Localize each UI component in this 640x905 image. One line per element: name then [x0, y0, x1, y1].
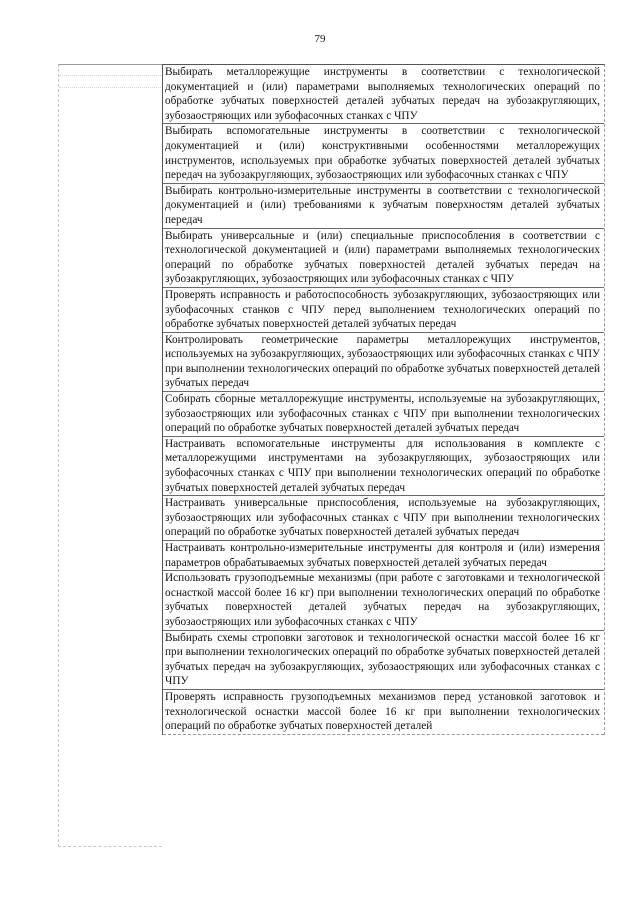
scan-artifact-line — [59, 75, 163, 76]
skills-table — [162, 64, 605, 735]
table-row: Проверять исправность и работоспособность зубозакругляющих, зубозаостряющих или зубофасочных станков с ЧПУ перед выполнением технологических операций по обработке зубчатых поверхностей деталей зубчатых передач — [163, 288, 604, 333]
table-row: Выбирать контрольно-измерительные инструменты в соответствии с технологической документацией и (или) требованиями к зубчатым поверхностям деталей зубчатых передач — [163, 184, 604, 229]
table-row: Собирать сборные металлорежущие инструменты, используемые на зубозакругляющих, зубозаостряющих или зубофасочных станках с ЧПУ при выполнении технологических операций по обработке зубчатых поверхностей деталей зубчатых передач — [163, 392, 604, 437]
table-row: Выбирать схемы строповки заготовок и технологической оснастки массой более 16 кг при выполнении технологических операций по обработке зубчатых поверхностей деталей зубчатых передач на зубозакругляющих, зубозаостряющих или зубофасочных станках с ЧПУ — [163, 631, 604, 690]
table-row: Контролировать геометрические параметры металлорежущих инструментов, используемых на зубозакругляющих, зубозаостряющих или зубофасочных станках с ЧПУ при выполнении технологических операций по обработке зубчатых поверхностей деталей зубчатых передач — [163, 333, 604, 392]
table-left-column — [58, 64, 162, 847]
table-row: Выбирать металлорежущие инструменты в соответствии с технологической документацией и (или) параметрами выполняемых технологических операций по обработке зубчатых поверхностей деталей зубчатых передач на зубозакругляющих, зубозаостряющих или зубофасочных станках с ЧПУ — [163, 65, 604, 124]
table-row: Использовать грузоподъемные механизмы (при работе с заготовками и технологической оснасткой массой более 16 кг) при выполнении технологических операций по обработке зубчатых поверхностей деталей зубчатых передач на зубозакругляющих, зубозаостряющих или зубофасочных станках с ЧПУ — [163, 571, 604, 630]
scan-artifact-line — [59, 87, 163, 88]
page-number: 79 — [314, 33, 326, 45]
table-row: Выбирать вспомогательные инструменты в соответствии с технологической документацией и (или) конструктивными особенностями металлорежущих инструментов, используемых при обработке зубчатых поверхностей деталей зубчатых передач на зубозакругляющих, зубозаостряющих или зубофасочных станках с ЧПУ — [163, 124, 604, 183]
table-row: Настраивать контрольно-измерительные инструменты для контроля и (или) измерения параметров обрабатываемых зубчатых поверхностей деталей зубчатых передач — [163, 541, 604, 571]
table-row: Проверять исправность грузоподъемных механизмов перед установкой заготовок и технологической оснастки массой более 16 кг при выполнении технологических операций по обработке зубчатых поверхностей деталей — [163, 690, 604, 735]
table-row: Настраивать универсальные приспособления, используемые на зубозакругляющих, зубозаостряющих или зубофасочных станках с ЧПУ при выполнении технологических операций по обработке зубчатых поверхностей деталей зубчатых передач — [163, 496, 604, 541]
table-row: Выбирать универсальные и (или) специальные приспособления в соответствии с технологической документацией и (или) параметрами выполняемых технологических операций по обработке зубчатых поверхностей деталей зубчатых передач на зубозакругляющих, зубозаостряющих или зубофасочных станках с ЧПУ — [163, 229, 604, 288]
table-row: Настраивать вспомогательные инструменты для использования в комплекте с металлорежущими инструментами на зубозакругляющих, зубозаостряющих или зубофасочных станках с ЧПУ при выполнении технологических операций по обработке зубчатых поверхностей деталей зубчатых передач — [163, 437, 604, 496]
